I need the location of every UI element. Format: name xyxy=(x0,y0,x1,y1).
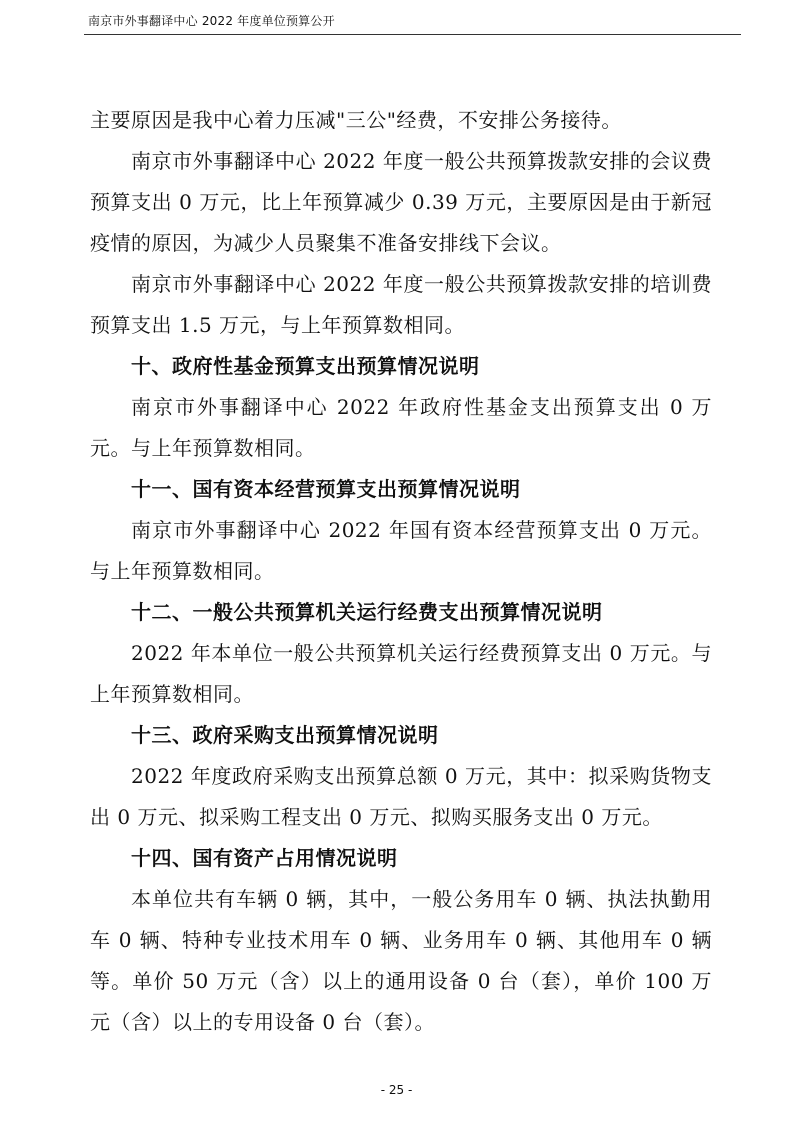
section-heading-10: 十、政府性基金预算支出预算情况说明 xyxy=(131,354,480,378)
paragraph-government-fund: 南京市外事翻译中心 2022 年政府性基金支出预算支出 0 万元。与上年预算数相同。 xyxy=(90,395,712,460)
paragraph-assets: 本单位共有车辆 0 辆，其中，一般公务用车 0 辆、执法执勤用车 0 辆、特种专业技术用车 0 辆、业务用车 0 辆、其他用车 0 辆等。单价 50 万元（含）以上的通用设备 0 台（套），单价 100 万元（含）以上的专用设备 0 台（套）。 xyxy=(90,887,712,1034)
paragraph-state-capital: 南京市外事翻译中心 2022 年国有资本经营预算支出 0 万元。与上年预算数相同。 xyxy=(90,518,712,583)
section-heading-13: 十三、政府采购支出预算情况说明 xyxy=(131,723,439,747)
section-heading-11: 十一、国有资本经营预算支出预算情况说明 xyxy=(131,477,521,501)
section-heading-12: 十二、一般公共预算机关运行经费支出预算情况说明 xyxy=(131,600,603,624)
header-divider xyxy=(84,34,741,35)
document-body xyxy=(90,100,712,1043)
paragraph-meeting-fees: 南京市外事翻译中心 2022 年度一般公共预算拨款安排的会议费预算支出 0 万元，比上年预算减少 0.39 万元，主要原因是由于新冠疫情的原因，为减少人员聚集不准备安排线下会议。 xyxy=(90,149,712,255)
running-header: 南京市外事翻译中心 2022 年度单位预算公开 xyxy=(88,14,335,28)
paragraph-operating-expenses: 2022 年本单位一般公共预算机关运行经费预算支出 0 万元。与上年预算数相同。 xyxy=(90,641,712,706)
section-heading-14: 十四、国有资产占用情况说明 xyxy=(131,846,398,870)
paragraph-training-fees: 南京市外事翻译中心 2022 年度一般公共预算拨款安排的培训费预算支出 1.5 万元，与上年预算数相同。 xyxy=(90,272,712,337)
paragraph-1: 主要原因是我中心着力压减"三公"经费，不安排公务接待。 xyxy=(90,108,622,132)
page-number: - 25 - xyxy=(380,1083,413,1097)
paragraph-procurement: 2022 年度政府采购支出预算总额 0 万元，其中：拟采购货物支出 0 万元、拟采购工程支出 0 万元、拟购买服务支出 0 万元。 xyxy=(90,764,712,829)
